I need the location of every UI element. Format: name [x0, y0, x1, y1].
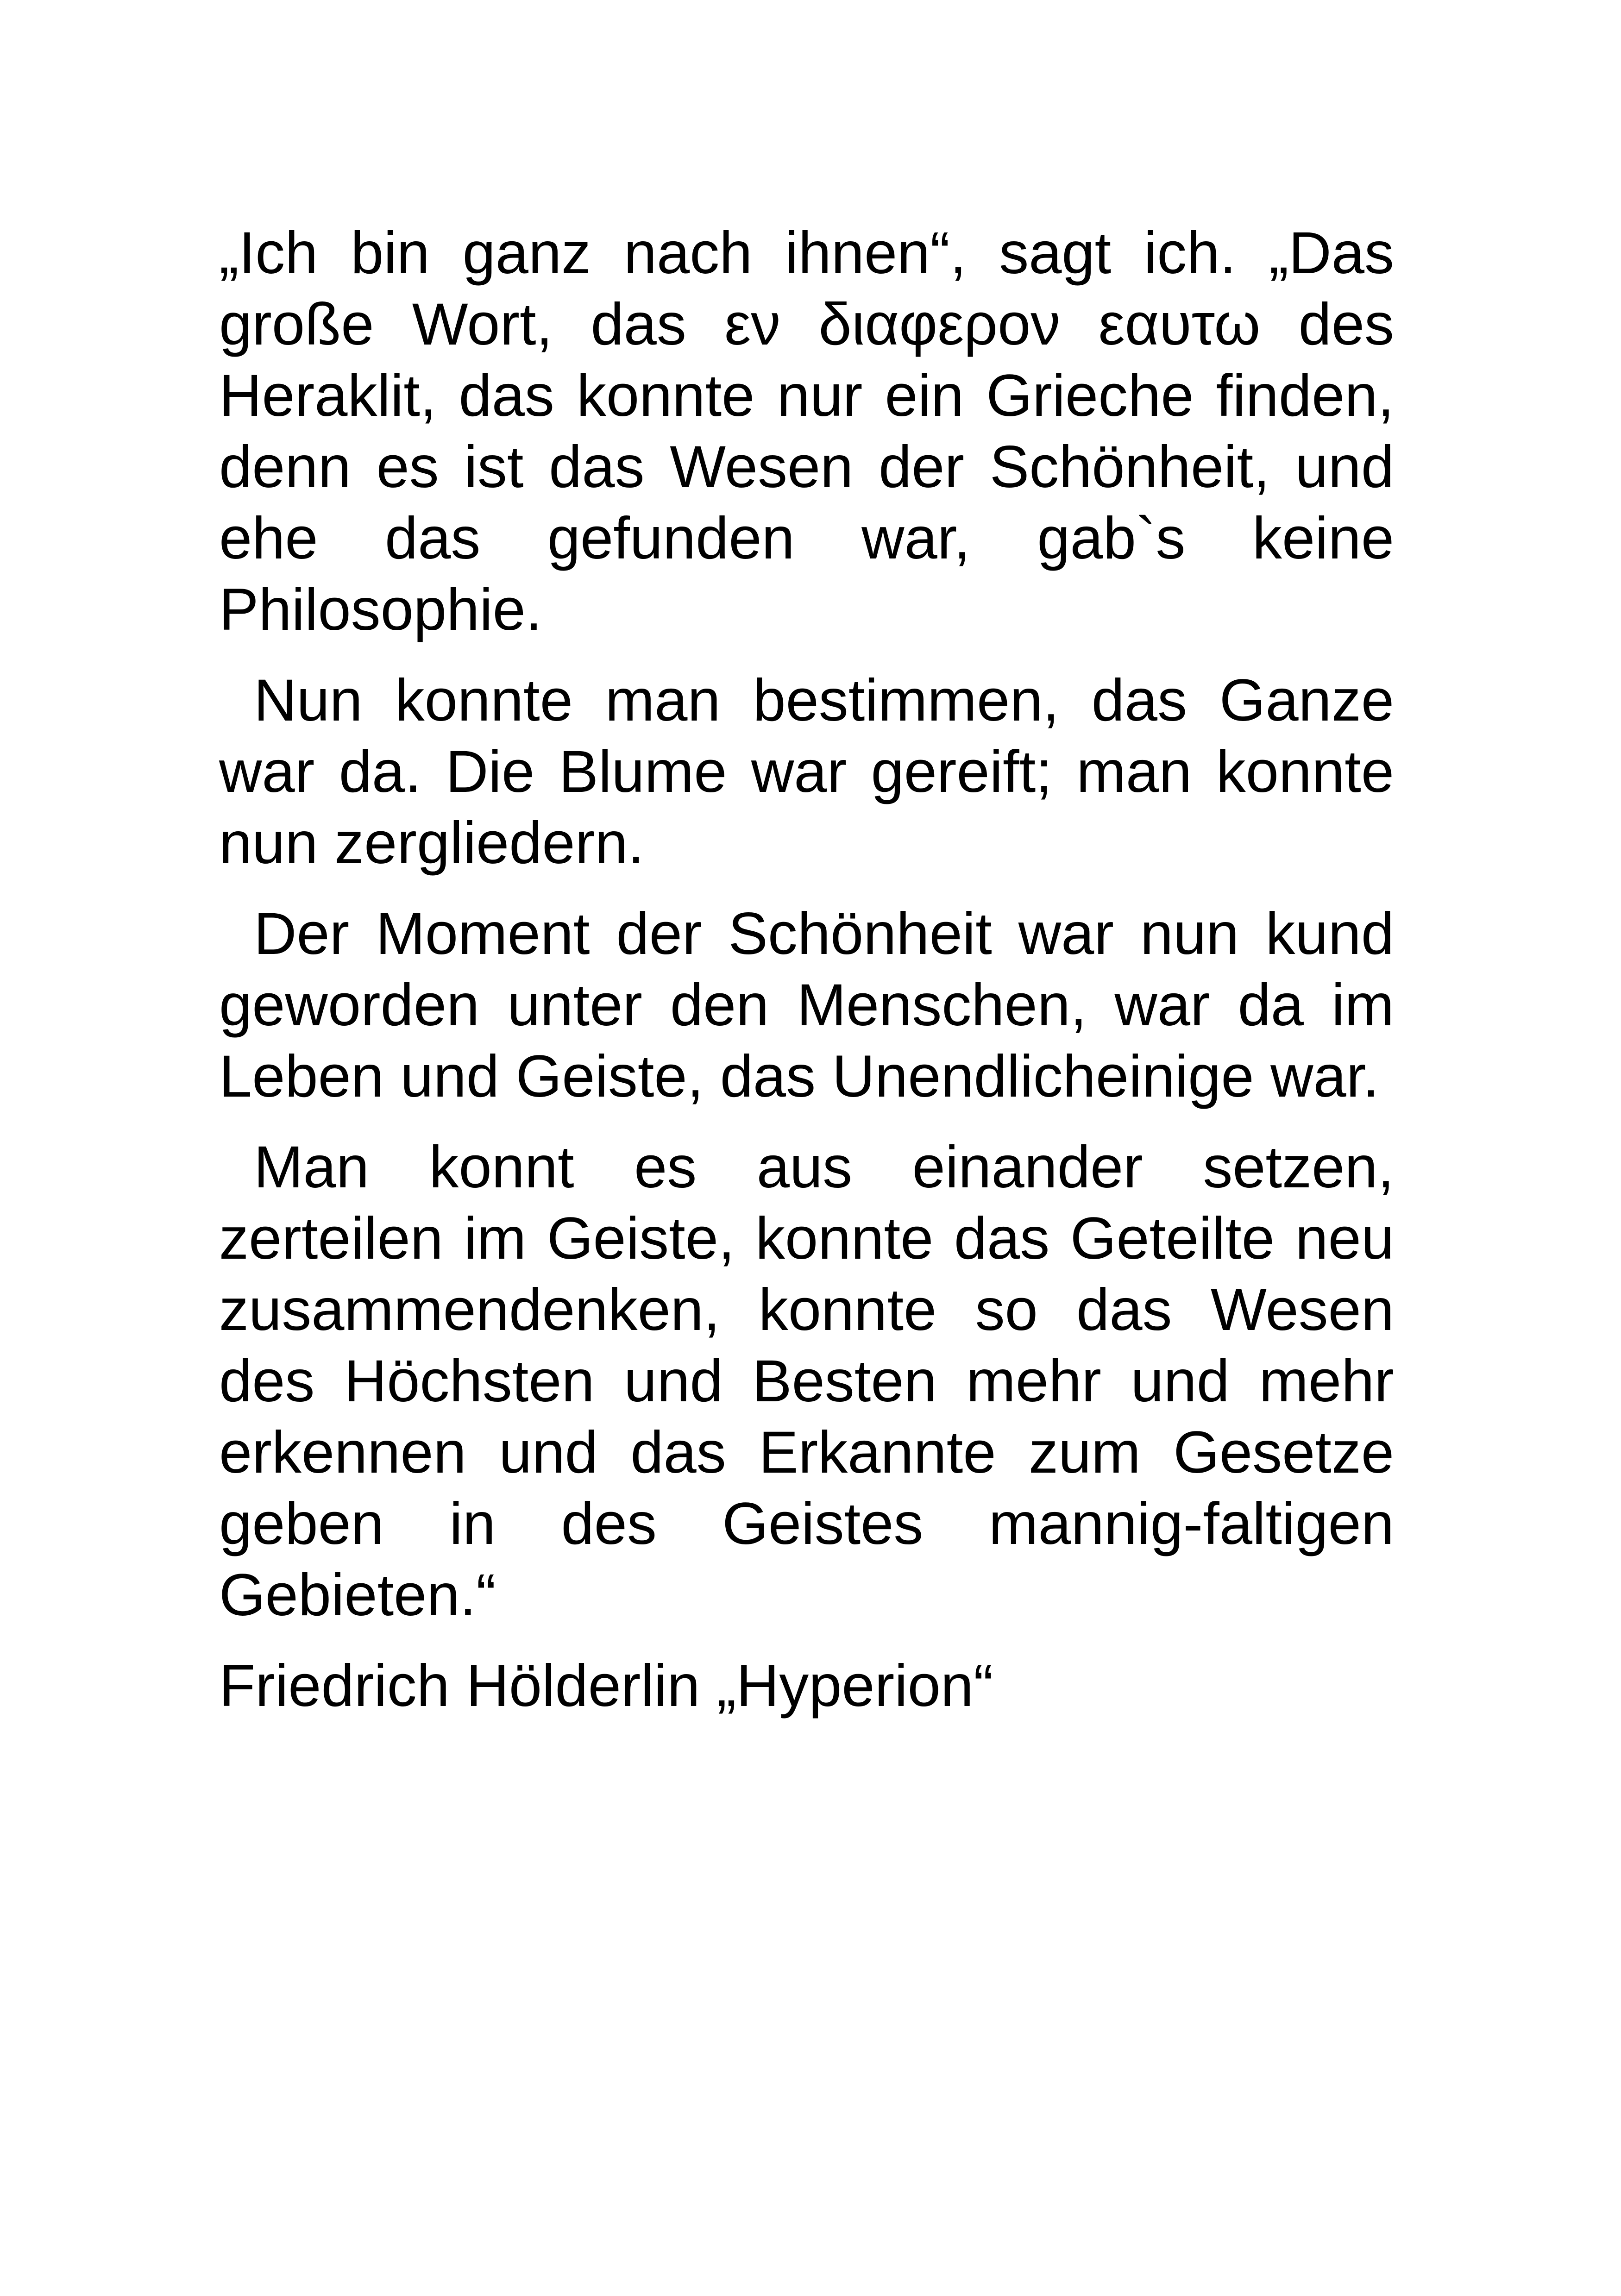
attribution: Friedrich Hölderlin „Hyperion“ [219, 1653, 993, 1719]
paragraph-3: Der Moment der Schönheit war nun kund geworden unter den Menschen, war da im Leben und Geiste, das Unendlicheinige war. [219, 901, 1394, 1110]
paragraph-2: Nun konnte man bestimmen, das Ganze war da. Die Blume war gereift; man konnte nun zergliedern. [219, 667, 1394, 876]
quote-text-block [219, 218, 1394, 1722]
paragraph-1: „Ich bin ganz nach ihnen“, sagt ich. „Das große Wort, das εν διαφερον εαυτω des Heraklit, das konnte nur ein Grieche finden, denn es ist das Wesen der Schönheit, und ehe das gefunden war, gab`s keine Philosophie. [219, 220, 1394, 643]
paragraph-4: Man konnt es aus einander setzen, zerteilen im Geiste, konnte das Geteilte neu zusammendenken, konnte so das Wesen des Höchsten und Besten mehr und mehr erkennen und das Erkannte zum Gesetze geben in des Geistes mannig-faltigen Gebieten.“ [219, 1134, 1394, 1628]
